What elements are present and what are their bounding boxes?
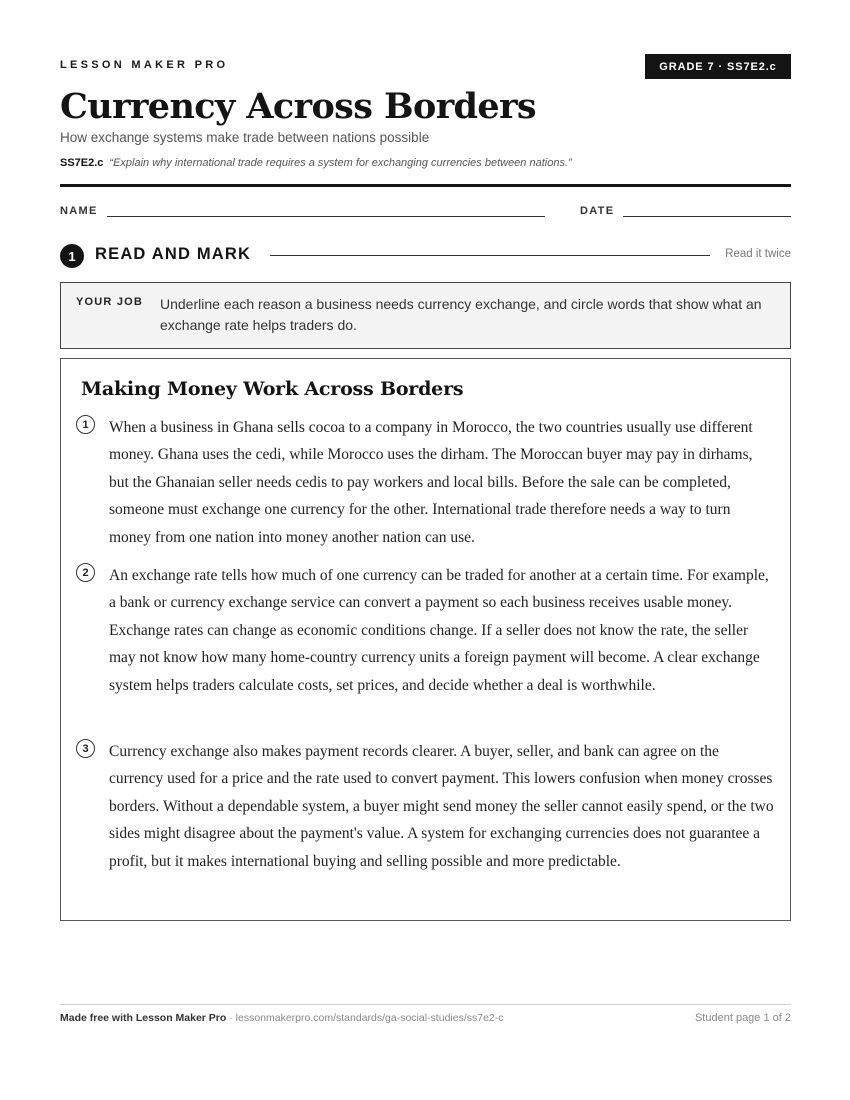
section-divider bbox=[270, 255, 710, 256]
section-number-badge: 1 bbox=[60, 244, 84, 268]
header-divider bbox=[60, 184, 791, 187]
footer-url[interactable]: · lessonmakerpro.com/standards/ga-social-studies/ss7e2-c bbox=[226, 1012, 504, 1024]
date-label: DATE bbox=[580, 205, 615, 217]
paragraph-number: 3 bbox=[76, 739, 95, 758]
name-field[interactable] bbox=[107, 216, 545, 217]
job-label: YOUR JOB bbox=[76, 296, 144, 308]
worksheet-page bbox=[60, 0, 791, 1100]
date-field[interactable] bbox=[623, 216, 791, 217]
grade-badge: GRADE 7 · SS7E2.c bbox=[645, 54, 791, 79]
standard-text: “Explain why international trade requires a system for exchanging currencies between nations.” bbox=[109, 157, 572, 169]
brand-name: LESSON MAKER PRO bbox=[60, 59, 229, 71]
standard-line bbox=[60, 157, 572, 169]
section-note: Read it twice bbox=[725, 248, 791, 260]
paragraph-text: When a business in Ghana sells cocoa to a company in Morocco, the two countries usually use different money. Ghana uses the cedi, while Morocco uses the dirham. The Moroccan buyer may pay in dirhams, but the Ghanaian seller needs cedis to pay workers and local bills. Before the sale can be completed, someone must exchange one currency for the other. International trade therefore needs a way to turn money from one nation into money another nation can use. bbox=[109, 419, 753, 546]
footer-credit bbox=[60, 1012, 504, 1024]
page-subtitle: How exchange systems make trade between nations possible bbox=[60, 130, 430, 145]
section-title: READ AND MARK bbox=[95, 245, 252, 263]
page-title: Currency Across Borders bbox=[60, 86, 537, 127]
job-instructions-box bbox=[60, 282, 791, 349]
reading-passage-box bbox=[60, 358, 791, 921]
paragraph-number: 2 bbox=[76, 563, 95, 582]
name-label: NAME bbox=[60, 205, 98, 217]
footer-made-with: Made free with Lesson Maker Pro bbox=[60, 1012, 227, 1024]
paragraph-text: An exchange rate tells how much of one currency can be traded for another at a certain time. For example, a bank or currency exchange service can convert a payment so each business receives usable money. Exchange rates can change as economic conditions change. If a seller does not know the rate, the seller may not know how many home-country currency units a foreign payment will become. A clear exchange system helps traders calculate costs, set prices, and decide whether a deal is worthwhile. bbox=[109, 567, 769, 694]
paragraph-number: 1 bbox=[76, 415, 95, 434]
page-number: Student page 1 of 2 bbox=[694, 1012, 791, 1024]
reading-title: Making Money Work Across Borders bbox=[81, 378, 464, 400]
footer-divider bbox=[60, 1004, 791, 1005]
job-text: Underline each reason a business needs currency exchange, and circle words that show what an exchange rate helps traders do. bbox=[160, 296, 762, 333]
standard-code: SS7E2.c bbox=[60, 157, 104, 169]
paragraph-text: Currency exchange also makes payment records clearer. A buyer, seller, and bank can agree on the currency used for a price and the rate used to convert payment. This lowers confusion when money crosses borders. Without a dependable system, a buyer might send money the seller cannot easily spend, or the two sides might disagree about the payment's value. A system for exchanging currencies does not guarantee a profit, but it makes international buying and selling possible and more predictable. bbox=[109, 743, 774, 870]
